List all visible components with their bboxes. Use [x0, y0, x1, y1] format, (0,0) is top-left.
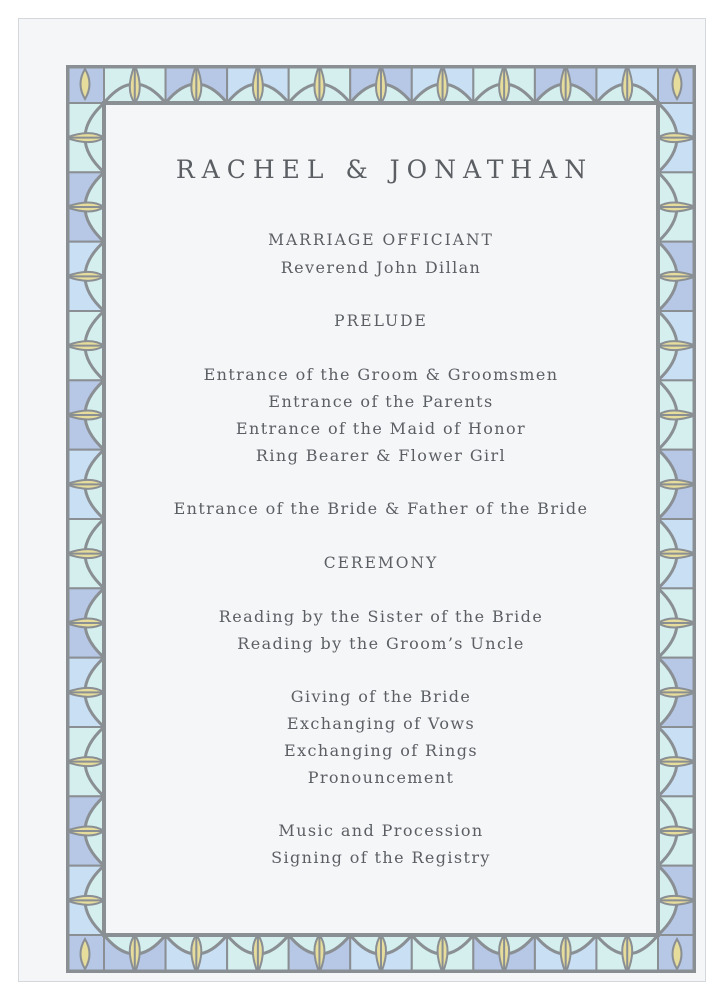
closing-item: Music and Procession: [278, 821, 484, 840]
ceremony-item: Pronouncement: [307, 768, 455, 787]
prelude-heading: PRELUDE: [334, 312, 428, 330]
ceremony-item: Giving of the Bride: [290, 687, 472, 706]
program-content: [104, 104, 658, 934]
officiant-heading: MARRIAGE OFFICIANT: [268, 231, 494, 249]
prelude-item: Ring Bearer & Flower Girl: [255, 446, 507, 465]
bride-entrance: Entrance of the Bride & Father of the Bride: [173, 499, 589, 518]
ceremony-item: Exchanging of Rings: [284, 741, 478, 760]
officiant-name: Reverend John Dillan: [280, 258, 482, 277]
prelude-item: Entrance of the Maid of Honor: [235, 419, 527, 438]
closing-item: Signing of the Registry: [271, 848, 491, 867]
program-card: [18, 18, 706, 982]
reading-item: Reading by the Groom’s Uncle: [237, 634, 525, 653]
prelude-item: Entrance of the Groom & Groomsmen: [203, 365, 559, 384]
couple-names: RACHEL & JONATHAN: [175, 155, 594, 184]
prelude-item: Entrance of the Parents: [268, 392, 494, 411]
reading-item: Reading by the Sister of the Bride: [218, 607, 544, 626]
ceremony-item: Exchanging of Vows: [286, 714, 476, 733]
ceremony-heading: CEREMONY: [323, 554, 439, 572]
